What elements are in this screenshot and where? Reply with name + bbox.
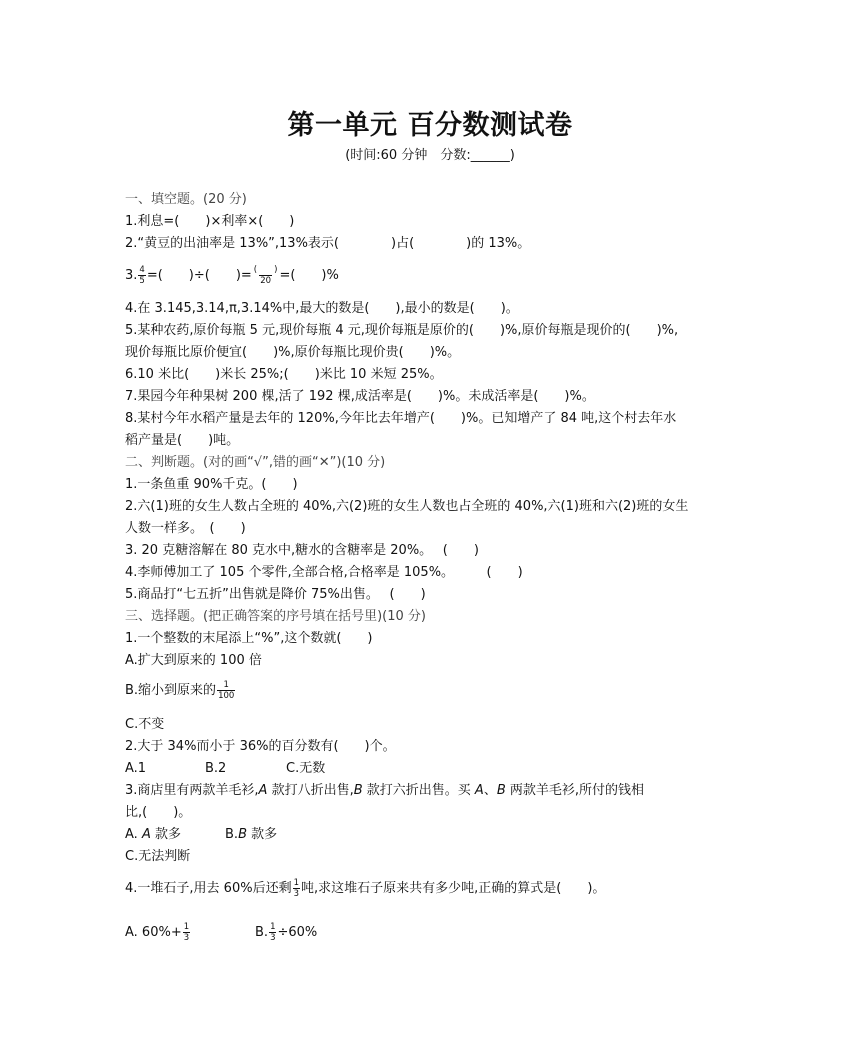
question-1-5-line1: 5.某种农药,原价每瓶 5 元,现价每瓶 4 元,现价每瓶是原价的( )%,原价每瓶是现价的( )%, [125,323,679,338]
question-1-6: 6.10 米比( )米长 25%;( )米比 10 米短 25%。 [125,367,443,382]
fraction-denominator: 20 [260,276,272,286]
option-3-3-a [125,826,181,844]
question-2-2-line2: 人数一样多。 ( ) [125,521,246,536]
fraction [138,265,145,286]
question-2-5: 5.商品打“七五折”出售就是降价 75%出售。 ( ) [125,587,426,602]
option-text: A. 60%+ [125,925,182,940]
question-3-2: 2.大于 34%而小于 36%的百分数有( )个。 [125,739,396,754]
question-2-4: 4.李师傅加工了 105 个零件,全部合格,合格率是 105%。 ( ) [125,565,523,580]
fraction-numerator: 1 [293,878,299,888]
section-heading-multiple-choice: 三、选择题。(把正确答案的序号填在括号里)(10 分) [125,609,426,624]
option-text: ÷60% [277,925,318,940]
option-3-2-a: A.1 [125,761,147,776]
question-1-3 [125,265,339,286]
option-text: 款多 [150,827,181,842]
fraction [269,922,276,943]
question-1-1: 1.利息=( )×利率×( ) [125,214,295,229]
option-3-1-a: A.扩大到原来的 100 倍 [125,653,262,668]
option-3-4-b [255,922,317,943]
option-3-1-c: C.不变 [125,717,165,732]
fraction-denominator: 5 [139,276,145,286]
question-text: 两款羊毛衫,所付的钱相 [505,783,645,798]
question-text: 款打八折出售, [267,783,354,798]
variable-a: A [258,783,268,798]
fraction-numerator: ( ) [253,265,278,275]
variable-b: B [353,783,363,798]
question-text: =( )÷( )= [146,268,252,283]
question-1-5-line2: 现价每瓶比原价便宜( )%,原价每瓶比现价贵( )%。 [125,345,461,360]
question-text: 3.商店里有两款羊毛衫, [125,783,259,798]
option-3-1-b [125,680,236,701]
question-2-2-line1: 2.六(1)班的女生人数占全班的 40%,六(2)班的女生人数也占全班的 40%,六(1)班和六(2)班的女生 [125,499,689,514]
page-title: 第一单元 百分数测试卷 [287,110,573,141]
option-text: B.缩小到原来的 [125,683,217,698]
question-text: 款打六折出售。买 [362,783,475,798]
fraction-numerator: 1 [223,680,229,690]
question-text: 吨,求这堆石子原来共有多少吨,正确的算式是( )。 [301,881,606,896]
variable-b: B [496,783,506,798]
variable-b: B [238,827,247,842]
option-3-2-b: B.2 [205,761,227,776]
variable-a: A [474,783,484,798]
question-text: 4.一堆石子,用去 60%后还剩 [125,881,292,896]
question-1-7: 7.果园今年种果树 200 棵,活了 192 棵,成活率是( )%。未成活率是( )%。 [125,389,595,404]
question-1-2: 2.“黄豆的出油率是 13%”,13%表示( )占( )的 13%。 [125,236,531,251]
option-3-2-c: C.无数 [286,761,326,776]
question-1-8-line1: 8.某村今年水稻产量是去年的 120%,今年比去年增产( )%。已知增产了 84 吨,这个村去年水 [125,411,677,426]
variable-a: A [141,827,151,842]
question-number: 3. [125,268,138,283]
fraction-denominator: 100 [218,691,235,701]
option-text: B. [225,827,239,842]
option-3-3-b [225,826,277,844]
section-heading-fill-blank: 一、填空题。(20 分) [125,192,247,207]
fraction-denominator: 3 [293,889,299,899]
fraction [293,878,300,899]
exam-info: (时间:60 分钟 分数:______) [345,148,515,163]
fraction [253,265,279,286]
question-3-4 [125,878,605,899]
section-heading-true-false: 二、判断题。(对的画“√”,错的画“✕”)(10 分) [125,455,386,470]
option-text: B. [255,925,269,940]
question-text: 、 [483,783,497,798]
question-1-8-line2: 稻产量是( )吨。 [125,433,240,448]
option-text: A. [125,827,142,842]
option-text: 款多 [246,827,278,842]
fraction-denominator: 3 [270,933,276,943]
option-3-3-c: C.无法判断 [125,849,191,864]
fraction [217,680,235,701]
option-3-4-a [125,922,191,943]
fraction-numerator: 1 [183,922,190,932]
question-1-4: 4.在 3.145,3.14,π,3.14%中,最大的数是( ),最小的数是( )。 [125,301,519,316]
fraction-denominator: 3 [183,933,190,943]
question-2-1: 1.一条鱼重 90%千克。( ) [125,477,298,492]
question-text: =( )% [279,268,339,283]
question-2-3: 3. 20 克糖溶解在 80 克水中,糖水的含糖率是 20%。 ( ) [125,543,479,558]
question-3-3-line2: 比,( )。 [125,805,192,820]
question-3-3-line1 [125,782,644,800]
fraction [183,922,190,943]
fraction-numerator: 1 [270,922,276,932]
question-3-1: 1.一个整数的末尾添上“%”,这个数就( ) [125,631,373,646]
fraction-numerator: 4 [139,265,145,275]
